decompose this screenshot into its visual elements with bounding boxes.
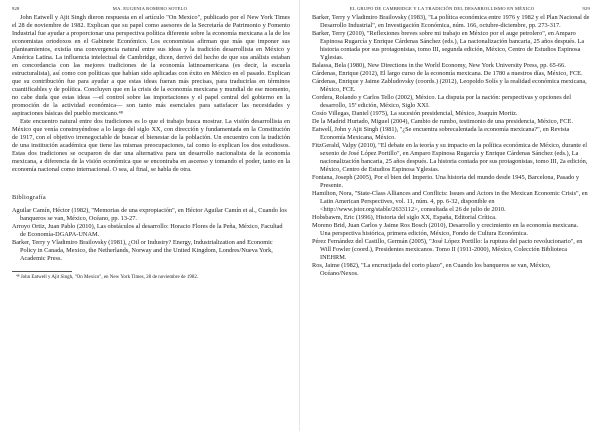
reference-entry: Aguilar Camín, Héctor (1982), "Memorias de una expropiación", en Héctor Aguilar Camín et al., Cuando los banqueros se van, México, Océano, pp. 13-27. <box>12 207 287 222</box>
body-paragraph: John Eatwell y Ajit Singh dieron respuesta en el artículo "On Mexico", publicado por el New York Times el 28 de noviembre de 1982. Explican que su papel como asesores de la Secretaría de Patrimonio y Fomento Industrial fue ayudar a proporcionar una perspectiva política diferente sobre la economía mexicana a la de los economistas ortodoxos en el Gabinete Económico. Los economistas afirman que más que imponer sus planteamientos, existía una convergencia natural entre sus ideas y la tradición desarrollista en México y América Latina. La influencia intelectual de Cambridge, dicen, derivó del hecho de que sus análisis estaban en concordancia con las mejores tradiciones de la economía latinoamericana (es decir, la escuela estructuralista), así como con políticas que habían sido aplicadas con éxito en México en el pasado. Explican que su contribución fue para ayudar a que estas ideas fueran más precisas, para traducirlas en términos cuantificables y de política. Concluyen que en la crisis de la economía mexicana y mundial de ese momento, no cabe duda que estas ideas —el control sobre las importaciones y el papel central del gobierno en la promoción de la actividad económica— son tanto más esenciales para satisfacer las necesidades y aspiraciones básicas del pueblo mexicano.⁴⁸ <box>12 14 290 117</box>
reference-entry: Barker, Terry y Vladimiro Brailovsky (1981), ¿Oil or Industry? Energy, Industrialization and Economic Policy in Canada, Mexico, the Netherlands, Norway and the United Kingdom, Londres/Nueva York, Academic Press. <box>12 239 273 262</box>
body-paragraph: Este encuentro natural entre dos tradiciones es lo que el trabajo busca mostrar. La visión desarrollista en México que venía construyéndose a lo largo del siglo XX, con dirección y fundamentada en la Constitución de 1917, con el objetivo irrenegociable de buscar el bienestar de la población. Un encuentro con la tradición de una institución académica que tiene las mismas preocupaciones, tal como lo explican los dos estudiosos. Estas dos tradiciones se ocuparon de dar una alternativa para un desarrollo nacionalista de la economía mexicana, a diferencia de la visión económica que se encontraba en ascenso y tomando el poder, tanto en la economía nacional como internacional. O sea, al final, se habla de otra. <box>12 118 290 173</box>
reference-entry: Fontana, Joseph (2005), Por el bien del Imperio. Una historia del mundo desde 1945, Barcelona, Pasado y Presente. <box>312 174 580 189</box>
bibliography-heading: Bibliografía <box>12 194 47 201</box>
reference-entry: Balassa, Bela (1980), New Directions in the World Economy, New York University Press, pp. 65-66. <box>312 62 566 69</box>
reference-entry: Cosío Villegas, Daniel (1975), La sucesión presidencial, México, Joaquín Mortiz. <box>312 110 518 117</box>
reference-entry: Arroyo Ortiz, Juan Pablo (2010), Las obstáculos al desarrollo: Horacio Flores de la Peña, México, Facultad de Economía-DGAPA-UNAM. <box>12 223 283 238</box>
left-page-number: 928 <box>12 6 20 11</box>
reference-entry: Pérez Fernández del Castillo, Germán (2005), "José López Portillo: la ruptura del pacto revolucionario", en Will Fowler (coord.), Presidentes mexicanos. Tomo II (1911-2000), México, Colección Biblioteca INEHRM. <box>312 238 583 261</box>
left-page-body <box>12 14 290 281</box>
reference-entry: Hamilton, Nora, "State-Class Alliances and Conflicts: Issues and Actors in the Mexican Economic Crisis", en Latin American Perspectives, vol. 11, núm. 4, pp. 6-32, disponible en <http://www.jstor.org/stable/2633112>, consultada el 26 de julio de 2010. <box>312 190 588 213</box>
footnote: ⁴⁸ John Eatwell y Ajit Singh, "On Mexico", en New York Times, 28 de noviembre de 1982. <box>16 275 199 280</box>
reference-entry: De la Madrid Hurtado, Miguel (2004), Cambio de rumbo, testimonio de una presidencia, México, FCE. <box>312 118 573 125</box>
right-running-head: EL GRUPO DE CAMBRIDGE Y LA TRADICIÓN DEL DESARROLLISMO EN MÉXICO <box>349 6 535 11</box>
reference-entry: Eatwell, John y Ajit Singh (1981), "¿Se encuentra sobrecalentada la economía mexicana?", en Revista Economía Mexicana, México. <box>312 126 570 141</box>
footnote-rule <box>12 271 72 272</box>
left-running-head: MA. EUGENIA ROMERO SOTELO <box>112 6 188 11</box>
right-page <box>300 0 600 431</box>
reference-entry: Barker, Terry y Vladimiro Brailovsky (1983), "La política económica entre 1976 y 1982 y el Plan Nacional de Desarrollo Industrial", en Investigación Económica, núm. 166, octubre-diciembre, pp. 273-317. <box>312 14 590 29</box>
reference-entry: Cordera, Rolando y Carlos Tello (2002), México. La disputa por la nación: perspectivas y opciones del desarrollo, 15ª edición, México, Siglo XXI. <box>312 94 571 109</box>
right-page-number: 929 <box>582 6 590 11</box>
reference-entry: Moreno Brid, Juan Carlos y Jaime Ros Bosch (2010), Desarrollo y crecimiento en la economía mexicana. Una perspectiva histórica, primera edición, México, Fondo de Cultura Económica. <box>312 222 579 237</box>
reference-entry: Cárdenas, Enrique y Jaime Zabludovsky (coords.) (2012), Leopoldo Solís y la realidad económica mexicana, México, FCE. <box>312 78 587 93</box>
reference-entry: Cárdenas, Enrique (2012), El largo curso de la economía mexicana. De 1780 a nuestros días, México, FCE. <box>312 70 583 77</box>
reference-entry: Ros, Jaime (1982), "La encrucijada del corto plazo", en Cuando los banqueros se van, México, Océano/Nexos. <box>312 262 551 277</box>
reference-entry: Hobsbawm, Eric (1996), Historia del siglo XX, España, Editorial Crítica. <box>312 214 497 221</box>
reference-entry: Barker, Terry (2010), "Reflexiones breves sobre mi trabajo en México por el auge petrolero", en Amparo Espinosa Rugarcía y Enrique Cárdenas Sánchez (eds.), La nacionalización bancaria, 25 años después. La historia contada por sus protagonistas, tomo III, segunda edición, México, Centro de Estudios Espinosa Yglesias. <box>312 30 585 61</box>
reference-entry: FitzGerald, Valpy (2010), "El debate en la teoría y su impacto en la política económica de México, durante el sexenio de José López Portillo", en Amparo Espinosa Rugarcía y Enrique Cárdenas Sánchez (eds.), La nacionalización bancaria, 25 años después. La historia contada por sus protagonistas, tomo III, 2a edición, México, Centro de Estudios Espinosa Yglesias. <box>312 142 588 173</box>
right-page-body <box>312 14 590 278</box>
